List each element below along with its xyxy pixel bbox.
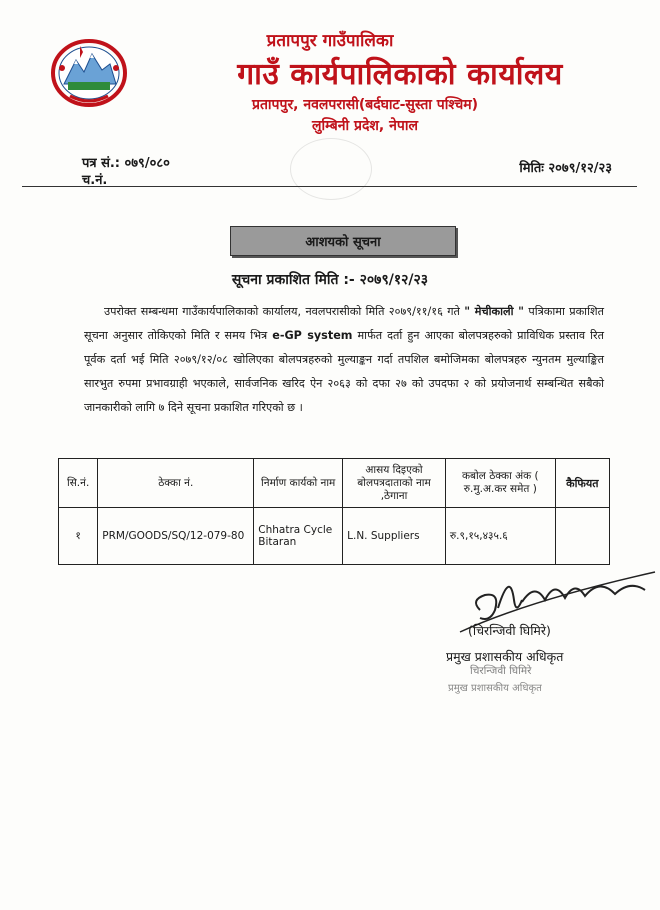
col-header-sn: सि.नं.	[59, 459, 98, 508]
office-title: गाउँ कार्यपालिकाको कार्यालय	[237, 57, 563, 92]
title-stamp: प्रमुख प्रशासकीय अधिकृत	[448, 683, 542, 694]
notice-body	[84, 300, 604, 420]
header-divider	[22, 186, 637, 187]
cell-amount: रु.९,१५,४३५.६	[445, 508, 555, 565]
notice-title-box	[230, 226, 456, 256]
system-name: e-GP system	[272, 329, 353, 342]
office-province: लुम्बिनी प्रदेश, नेपाल	[312, 118, 418, 134]
table-header-row	[59, 459, 610, 508]
table-row	[59, 508, 610, 565]
newspaper-name: " मेचीकाली "	[464, 305, 524, 318]
reference-number: पत्र सं.: ०७९/०८०	[82, 156, 170, 171]
col-header-contract-no: ठेक्का नं.	[98, 459, 254, 508]
body-part-3: मार्फत दर्ता हुन आएका बोलपत्रहरुको प्राविधिक प्रस्ताव रित पूर्वक दर्ता भई मिति २०७९/१२/०८ खोलिएका बोलपत्रहरुको मुल्याङ्कन गर्दा तपशिल बमोजिमका बोलपत्रहरु न्युनतम मुल्याङ्कित सारभुत रुपमा प्रभावग्राही भएकाले, सार्वजनिक खरिद ऐन २०६३ को दफा २७ को उपदफा २ को प्रयोजनार्थ सम्बन्धित सबैको जानकारीको लागि ७ दिने सूचना प्रकाशित गरिएको छ ।	[84, 329, 605, 414]
cell-contract-no: PRM/GOODS/SQ/12-079-80	[98, 508, 254, 565]
office-address: प्रतापपुर, नवलपरासी(बर्दघाट-सुस्ता पश्चिम)	[251, 97, 478, 113]
signatory-title: प्रमुख प्रशासकीय अधिकृत	[446, 649, 564, 664]
col-header-bidder: आसय दिइएको बोलपत्रदाताको नाम ,ठेगाना	[343, 459, 446, 508]
bid-table	[58, 458, 610, 565]
faint-stamp	[290, 138, 372, 200]
notice-title: आशयको सूचना	[305, 235, 381, 250]
cell-work-name: Chhatra Cycle Bitaran	[254, 508, 343, 565]
body-part-2: पत्रिकामा प्रकाशित सूचना अनुसार तोकिएको मिति र समय भित्र	[84, 305, 604, 342]
col-header-amount: कबोल ठेक्का अंक ( रु.मु.अ.कर समेत )	[445, 459, 555, 508]
signatory-name: (चिरन्जिवी घिमिरे)	[468, 623, 551, 638]
cell-sn: १	[59, 508, 98, 565]
name-stamp: चिरन्जिवी घिमिरे	[470, 665, 532, 677]
col-header-work-name: निर्माण कार्यको नाम	[254, 459, 343, 508]
cell-bidder: L.N. Suppliers	[343, 508, 446, 565]
dispatch-number: च.नं.	[82, 173, 108, 188]
col-header-remarks: कैफियत	[555, 459, 609, 508]
body-part-1: उपरोक्त सम्बन्धमा गाउँकार्यपालिकाको कार्यालय, नवलपरासीको मिति २०७९/११/१६ गते	[104, 305, 460, 318]
cell-remarks	[555, 508, 609, 565]
municipality-name: प्रतापपुर गाउँपालिका	[266, 31, 394, 51]
letter-date: मितिः २०७९/१२/२३	[519, 161, 612, 176]
published-date: सूचना प्रकाशित मिति :- २०७९/१२/२३	[231, 272, 429, 288]
